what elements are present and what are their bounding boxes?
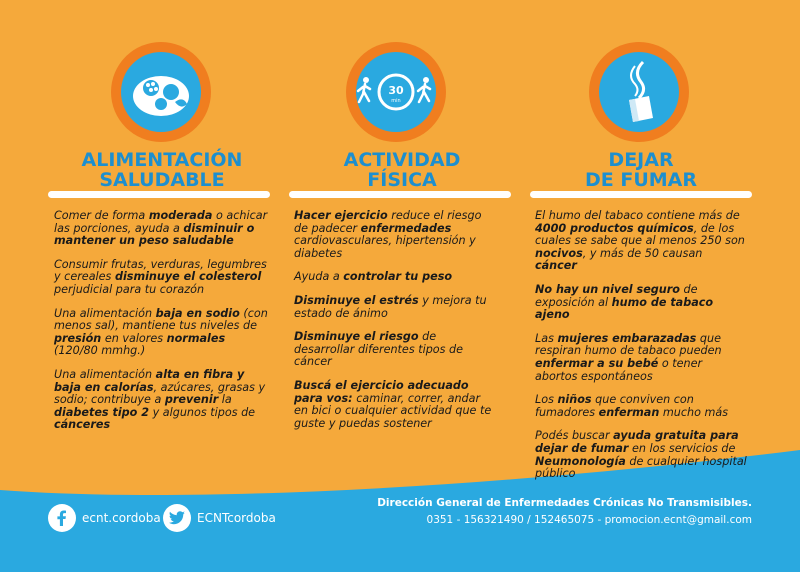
paragraph [535, 210, 747, 273]
title-actividad [282, 150, 522, 190]
paragraph [294, 295, 494, 320]
bold-text: No hay un nivel seguro [535, 282, 680, 296]
bold-text: prevenir [164, 393, 219, 407]
org-name: Dirección General de Enfermedades Crónicas No Transmisibles. [377, 497, 752, 509]
twitter-link[interactable] [163, 504, 276, 532]
twitter-handle: ECNTcordoba [197, 511, 276, 525]
title-line-2: FÍSICA [367, 169, 437, 191]
bold-text: Disminuye el estrés [294, 293, 419, 307]
bold-text: enfermedades [360, 221, 452, 235]
title-line-2: DE FUMAR [584, 169, 697, 191]
text: caminar, correr, andar en bici o cualquier actividad que te guste y puedas sostener [294, 391, 492, 430]
bold-text: mujeres embarazadas [557, 331, 697, 345]
text: , y más de 50 causan [582, 246, 703, 260]
paragraph [294, 210, 494, 260]
text: Podés buscar [535, 429, 614, 443]
bold-text: enferman [598, 405, 660, 419]
bold-text: diabetes tipo 2 [54, 405, 150, 419]
divider-bar [48, 191, 270, 198]
twitter-icon [163, 504, 191, 532]
text: Una alimentación [54, 306, 156, 320]
text: Una alimentación [54, 367, 156, 381]
bold-text: baja en sodio [155, 306, 240, 320]
bold-text: Buscá el ejercicio adecuado para vos: [294, 378, 469, 405]
walking-timer-icon [346, 42, 446, 142]
text: (120/80 mmhg.) [54, 344, 146, 358]
body-actividad [294, 210, 494, 441]
facebook-icon [48, 504, 76, 532]
paragraph [294, 380, 494, 430]
bold-text: nocivos [535, 246, 583, 260]
title-line-1: DEJAR [608, 149, 674, 171]
timer-value: 30 [388, 84, 404, 97]
timer-unit: min [391, 98, 401, 104]
paragraph [54, 308, 269, 358]
bold-text: enfermar a su bebé [535, 356, 659, 370]
paragraph [54, 210, 269, 248]
bold-text: disminuye el colesterol [114, 270, 262, 284]
paragraph [294, 271, 494, 284]
text: que conviven con fumadores [535, 393, 694, 419]
bold-text: controlar tu peso [343, 270, 453, 284]
facebook-handle: ecnt.cordoba [82, 511, 161, 525]
paragraph [535, 284, 747, 322]
bold-text: niños [557, 393, 592, 407]
food-icon [111, 42, 211, 142]
body-alimentacion [54, 210, 269, 443]
title-line-1: ACTIVIDAD [343, 149, 461, 171]
title-alimentacion [42, 150, 282, 190]
bold-text: cánceres [54, 418, 111, 432]
text: Consumir frutas, verduras, legumbres y cereales [54, 257, 267, 284]
text: la [218, 393, 232, 407]
cigarette-smoke-icon [589, 42, 689, 142]
bold-text: 4000 productos químicos [535, 221, 694, 235]
bold-text: Disminuye el riesgo [294, 330, 419, 344]
title-fumar [521, 150, 761, 190]
paragraph [535, 430, 747, 480]
text: en valores [101, 331, 167, 345]
bold-text: disminuir o mantener un peso saludable [54, 221, 255, 248]
bold-text: ayuda gratuita para dejar de fumar [535, 429, 739, 455]
bold-text: cáncer [535, 259, 577, 273]
text: perjudicial para tu corazón [54, 282, 205, 296]
text: de exposición al [535, 282, 698, 309]
contact-info[interactable]: 0351 - 156321490 / 152465075 - promocion.ecnt@gmail.com [426, 514, 752, 526]
text: El humo del tabaco contiene más de [535, 209, 740, 222]
bold-text: normales [166, 331, 226, 345]
text: o achicar las porciones, ayuda a [54, 209, 268, 235]
text: que respiran humo de tabaco pueden [535, 331, 722, 358]
title-line-2: SALUDABLE [99, 169, 225, 191]
text: o tener abortos espontáneos [535, 356, 703, 383]
text: , azúcares, grasas y sodio; contribuye a [54, 380, 266, 407]
facebook-link[interactable] [48, 504, 161, 532]
text: y algunos tipos de [149, 405, 256, 419]
bold-text: humo de tabaco ajeno [535, 295, 714, 322]
bold-text: Neumonología [535, 454, 626, 468]
text: mucho más [659, 405, 729, 419]
text: Las [535, 331, 558, 345]
bold-text: Hacer ejercicio [294, 209, 388, 222]
text: cardiovasculares, hipertensión y diabetes [294, 234, 476, 260]
paragraph [294, 331, 494, 369]
text: Ayuda a [294, 270, 344, 284]
text: , de los cuales se sabe que al menos 250 son [535, 221, 745, 248]
bold-text: moderada [148, 209, 213, 222]
text: y mejora tu estado de ánimo [294, 293, 487, 320]
text: de desarrollar diferentes tipos de cáncer [294, 330, 464, 369]
paragraph [535, 333, 747, 383]
body-fumar [535, 210, 747, 492]
text: de cualquier hospital público [535, 454, 747, 481]
text: en los servicios de [628, 441, 736, 455]
paragraph [535, 394, 747, 419]
bold-text: presión [54, 331, 102, 345]
divider-bar [289, 191, 511, 198]
text: Los [535, 393, 558, 407]
divider-bar [530, 191, 752, 198]
paragraph [54, 369, 269, 432]
text: Comer de forma [54, 209, 149, 222]
paragraph [54, 259, 269, 297]
title-line-1: ALIMENTACIÓN [81, 149, 243, 171]
text: (con menos sal), mantiene tus niveles de [54, 306, 268, 333]
text: reduce el riesgo de padecer [294, 209, 482, 235]
bold-text: alta en fibra y baja en calorías [54, 367, 245, 394]
